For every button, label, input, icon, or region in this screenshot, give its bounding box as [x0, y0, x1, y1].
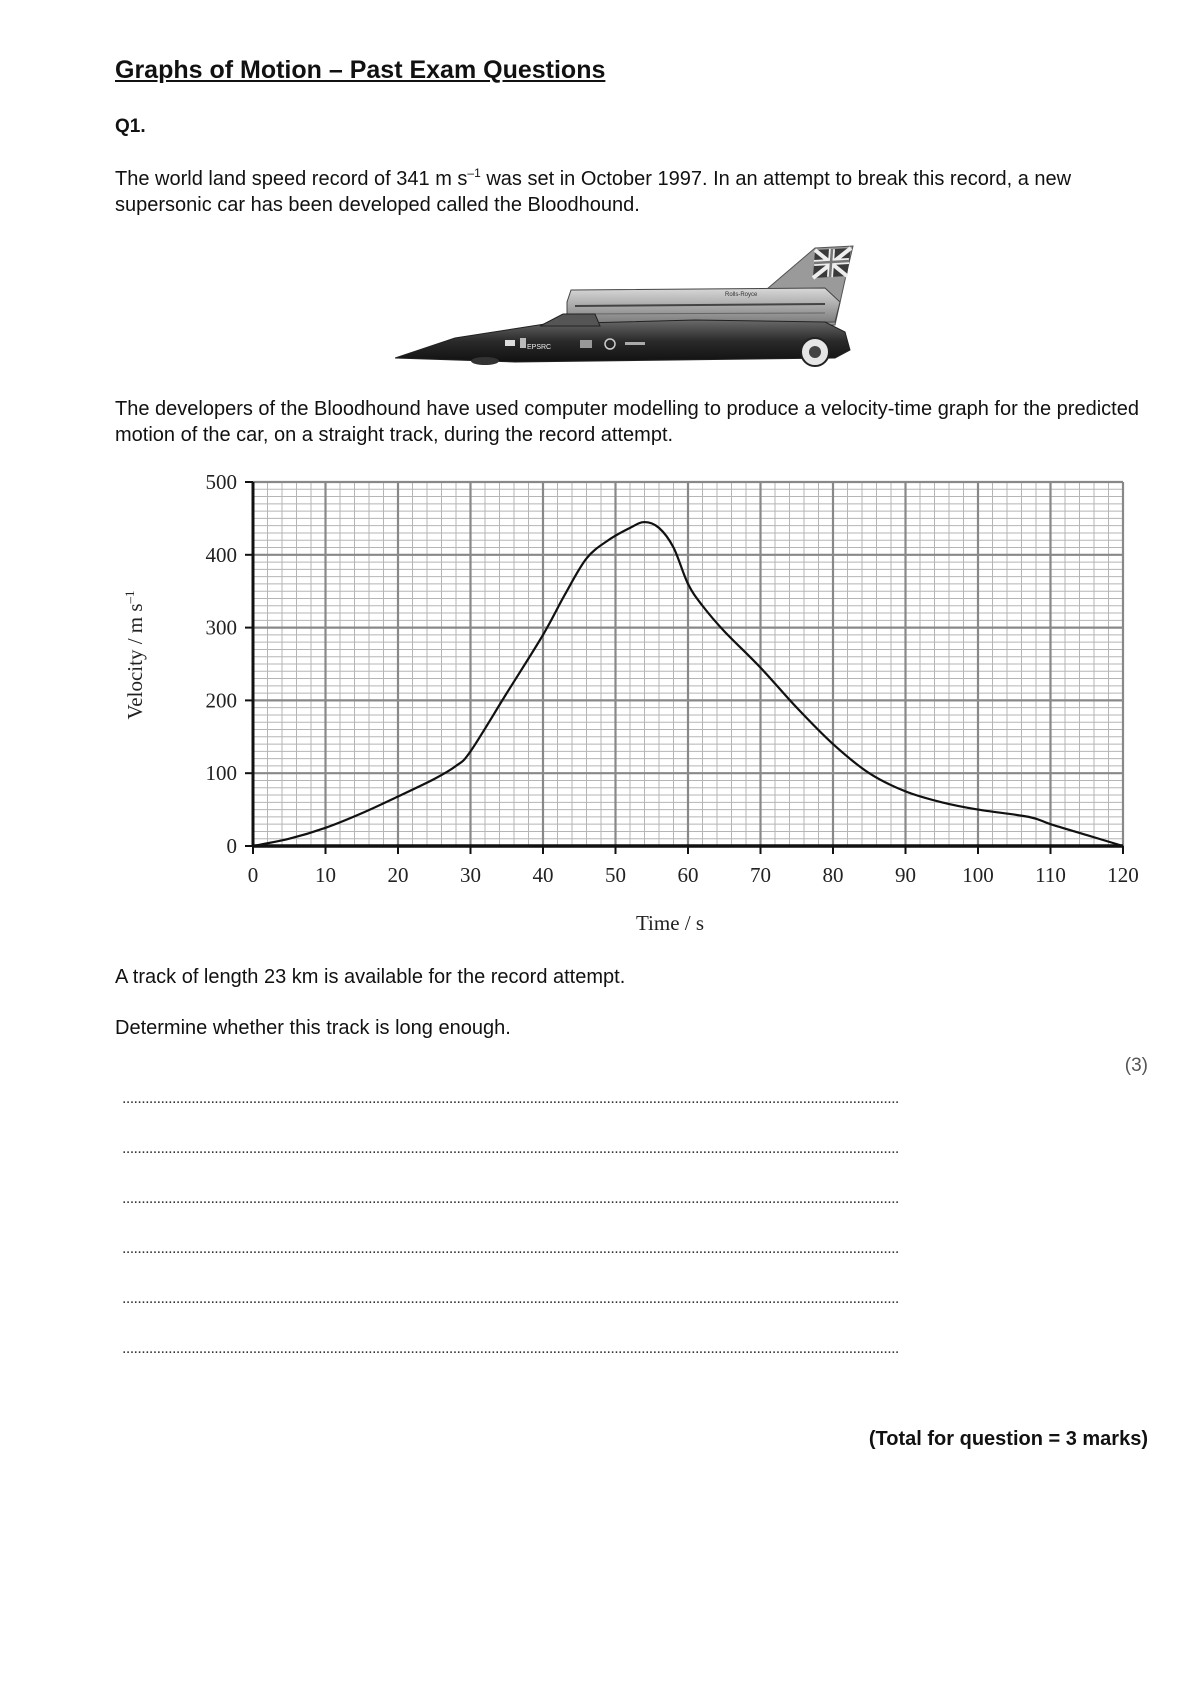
- chart-x-tick-label: 0: [247, 863, 259, 887]
- answer-line[interactable]: ..........................................................................................................................................................................................................: [122, 1290, 899, 1307]
- decal-text: EPSRC: [527, 344, 552, 351]
- answer-line[interactable]: ..........................................................................................................................................................................................................: [122, 1190, 899, 1207]
- decal-text-top: Rolls-Royce: [725, 292, 758, 298]
- intro-paragraph: [115, 166, 1155, 218]
- chart-x-tick-label: 110: [1035, 863, 1066, 887]
- chart-y-tick-label: 200: [205, 688, 237, 713]
- chart-x-tick-label: 80: [822, 863, 844, 887]
- chart-x-tick-label: 40: [532, 863, 554, 887]
- chart-x-tick-label: 90: [895, 863, 916, 887]
- chart-y-axis-label-sup: –1: [122, 590, 137, 604]
- chart-x-tick-labels: [248, 863, 1139, 887]
- chart-y-tick-label: 0: [226, 834, 237, 858]
- chart-y-tick-labels: [206, 470, 238, 858]
- answer-line[interactable]: ..........................................................................................................................................................................................................: [122, 1090, 899, 1107]
- chart-axes: [245, 482, 1123, 854]
- chart-y-axis-label: [122, 590, 147, 719]
- velocity-time-chart: [115, 460, 1165, 950]
- chart-y-tick-label: 400: [205, 542, 237, 567]
- chart-x-tick-label: 30: [460, 863, 481, 887]
- intro-text-end: was set in October 1997. In an attempt to break this record, a new supersonic car has been developed called the Bloodhound.: [115, 168, 1072, 216]
- graph-intro-paragraph: The developers of the Bloodhound have used computer modelling to produce a velocity-time graph for the predicted motion of the car, on a straight track, during the record attempt.: [115, 398, 1139, 446]
- chart-y-tick-label: 100: [205, 761, 237, 786]
- question-total: (Total for question = 3 marks): [868, 1428, 1148, 1450]
- chart-y-tick-label: 300: [205, 615, 237, 640]
- chart-x-tick-label: 20: [387, 863, 409, 887]
- chart-x-tick-label: 70: [750, 863, 771, 887]
- chart-y-axis-label-text: Velocity / m s: [123, 603, 147, 720]
- chart-x-tick-label: 60: [677, 863, 699, 887]
- car-body: [395, 320, 850, 362]
- question-number: Q1.: [115, 116, 146, 137]
- union-flag-icon: [813, 248, 851, 278]
- supersonic-car-image: [395, 240, 865, 380]
- track-length-text: A track of length 23 km is available for the record attempt.: [115, 966, 626, 988]
- chart-x-tick-label: 100: [962, 863, 994, 887]
- chart-x-tick-label: 10: [315, 863, 336, 887]
- front-wheel: [471, 357, 499, 365]
- unit-superscript: –1: [467, 166, 481, 180]
- chart-x-tick-label: 120: [1107, 863, 1139, 887]
- marks-available: (3): [1124, 1055, 1148, 1076]
- intro-text-start: The world land speed record of 341 m s: [115, 168, 468, 190]
- answer-line[interactable]: ..........................................................................................................................................................................................................: [122, 1140, 899, 1157]
- page-title: Graphs of Motion – Past Exam Questions: [115, 56, 606, 84]
- answer-line[interactable]: ..........................................................................................................................................................................................................: [122, 1340, 899, 1357]
- chart-x-axis-label: Time / s: [635, 911, 705, 935]
- question-prompt: Determine whether this track is long enough.: [115, 1017, 511, 1039]
- cockpit: [540, 314, 600, 326]
- answer-line[interactable]: ..........................................................................................................................................................................................................: [122, 1240, 899, 1257]
- chart-y-tick-label: 500: [205, 470, 237, 494]
- chart-x-tick-label: 50: [605, 863, 626, 887]
